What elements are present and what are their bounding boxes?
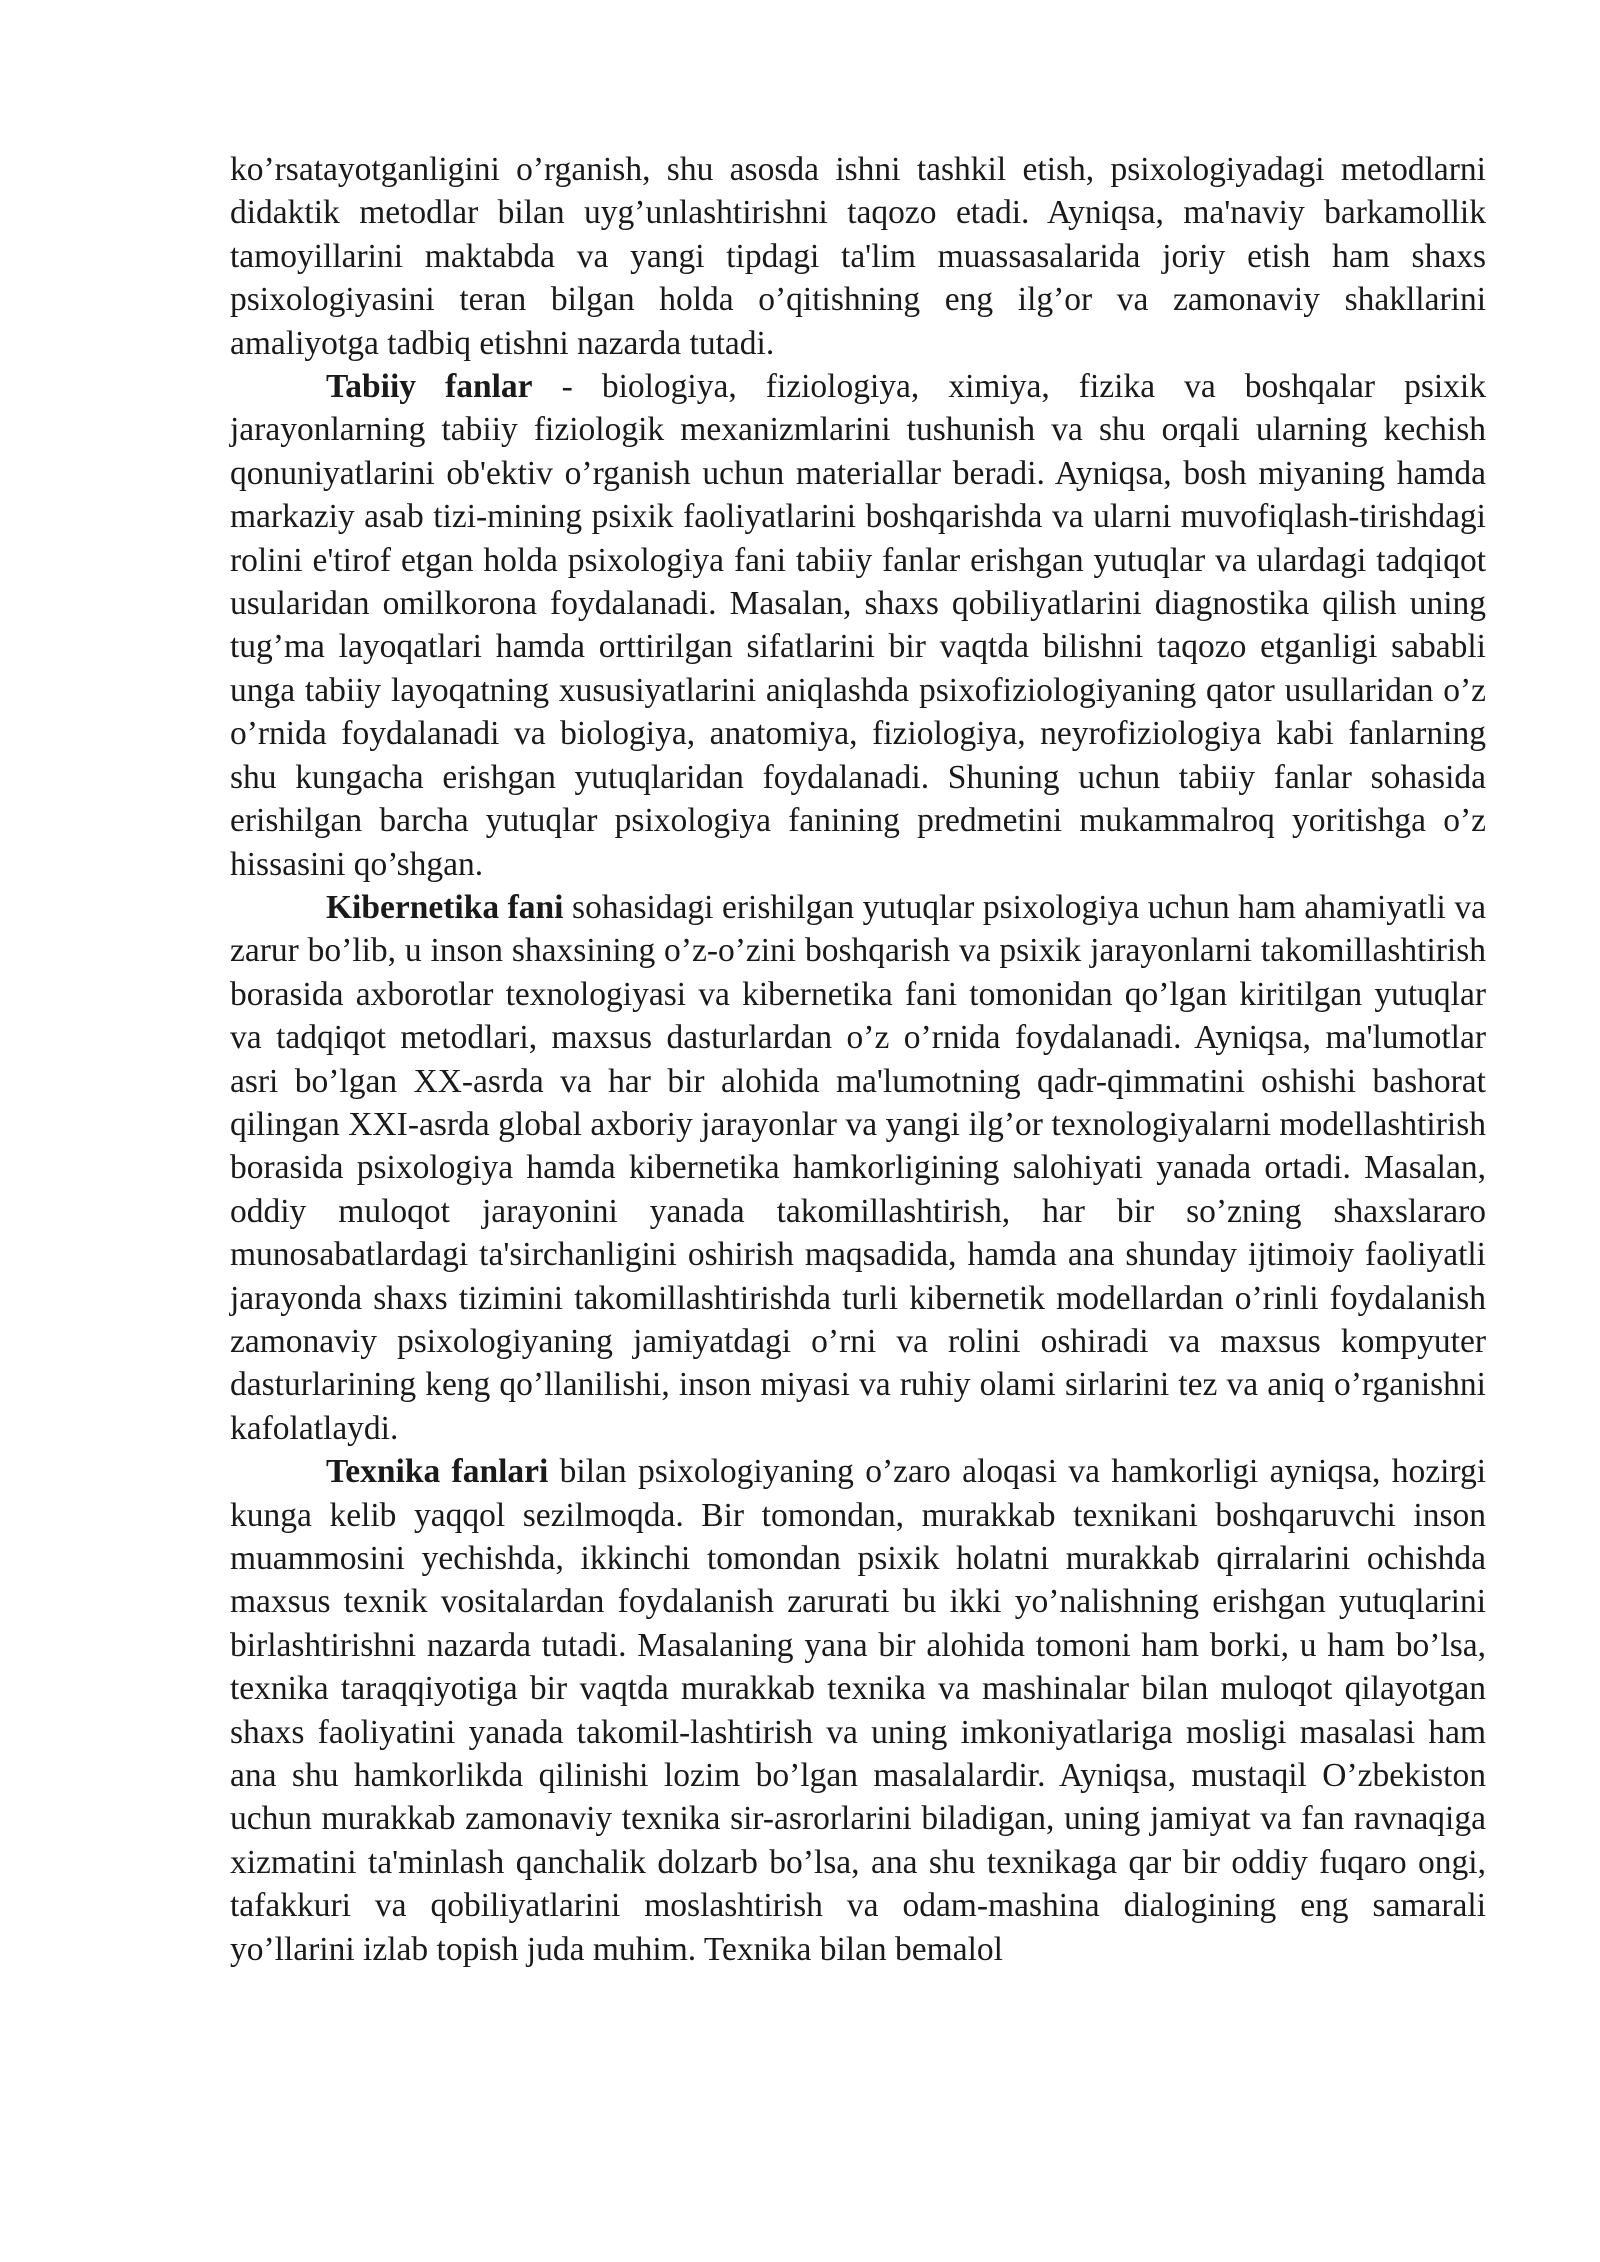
- paragraph-intro: [230, 148, 1486, 365]
- paragraph-term: Tabiiy fanlar: [326, 368, 533, 406]
- paragraph-text: ko’rsatayotganligini o’rganish, shu asosda ishni tashkil etish, psixologiyadagi metodlarni didaktik metodlar bilan uyg’unlashtirishni taqozo etadi. Ayniqsa, ma'naviy barkamollik tamoyillarini maktabda va yangi tipdagi ta'lim muassasalarida joriy etish ham shaxs psixologiyasini teran bilgan holda o’qitishning eng ilg’or va zamonaviy shakllarini amaliyotga tadbiq etishni nazarda tutadi.: [230, 151, 1486, 362]
- paragraph-texnika-fanlari: [230, 1450, 1486, 1971]
- paragraph-term: Texnika fanlari: [326, 1453, 549, 1491]
- document-page: [230, 148, 1486, 1971]
- paragraph-text: - biologiya, fiziologiya, ximiya, fizika va boshqalar psixik jarayonlarning tabiiy fiziologik mexanizmlarini tushunish va shu orqali ularning kechish qonuniyatlarini ob'ektiv o’rganish uchun materiallar beradi. Ayniqsa, bosh miyaning hamda markaziy asab tizi-mining psixik faoliyatlarini boshqarishda va ularni muvofiqlash-tirishdagi rolini e'tirof etgan holda psixologiya fani tabiiy fanlar erishgan yutuqlar va ulardagi tadqiqot usularidan omilkorona foydalanadi. Masalan, shaxs qobiliyatlarini diagnostika qilish uning tug’ma layoqatlari hamda orttirilgan sifatlarini bir vaqtda bilishni taqozo etganligi sababli unga tabiiy layoqatning xususiyatlarini aniqlashda psixofiziologiyaning qator usullaridan o’z o’rnida foydalanadi va biologiya, anatomiya, fiziologiya, neyrofiziologiya kabi fanlarning shu kungacha erishgan yutuqlaridan foydalanadi. Shuning uchun tabiiy fanlar sohasida erishilgan barcha yutuqlar psixologiya fanining predmetini mukammalroq yoritishga o’z hissasini qo’shgan.: [230, 368, 1486, 883]
- paragraph-kibernetika-fani: [230, 886, 1486, 1450]
- paragraph-text: bilan psixologiyaning o’zaro aloqasi va hamkorligi ayniqsa, hozirgi kunga kelib yaqqol sezilmoqda. Bir tomondan, murakkab texnikani boshqaruvchi inson muammosini yechishda, ikkinchi tomondan psixik holatni murakkab qirralarini ochishda maxsus texnik vositalardan foydalanish zarurati bu ikki yo’nalishning erishgan yutuqlarini birlashtirishni nazarda tutadi. Masalaning yana bir alohida tomoni ham borki, u ham bo’lsa, texnika taraqqiyotiga bir vaqtda murakkab texnika va mashinalar bilan muloqot qilayotgan shaxs faoliyatini yanada takomil-lashtirish va uning imkoniyatlariga mosligi masalasi ham ana shu hamkorlikda qilinishi lozim bo’lgan masalalardir. Ayniqsa, mustaqil O’zbekiston uchun murakkab zamonaviy texnika sir-asrorlarini biladigan, uning jamiyat va fan ravnaqiga xizmatini ta'minlash qanchalik dolzarb bo’lsa, ana shu texnikaga qar bir oddiy fuqaro ongi, tafakkuri va qobiliyatlarini moslashtirish va odam-mashina dialogining eng samarali yo’llarini izlab topish juda muhim. Texnika bilan bemalol: [230, 1453, 1486, 1968]
- paragraph-text: sohasidagi erishilgan yutuqlar psixologiya uchun ham ahamiyatli va zarur bo’lib, u inson shaxsining o’z-o’zini boshqarish va psixik jarayonlarni takomillashtirish borasida axborotlar texnologiyasi va kibernetika fani tomonidan qo’lgan kiritilgan yutuqlar va tadqiqot metodlari, maxsus dasturlardan o’z o’rnida foydalanadi. Ayniqsa, ma'lumotlar asri bo’lgan XX-asrda va har bir alohida ma'lumotning qadr-qimmatini oshishi bashorat qilingan XXI-asrda global axboriy jarayonlar va yangi ilg’or texnologiyalarni modellashtirish borasida psixologiya hamda kibernetika hamkorligining salohiyati yanada ortadi. Masalan, oddiy muloqot jarayonini yanada takomillashtirish, har bir so’zning shaxslararo munosabatlardagi ta'sirchanligini oshirish maqsadida, hamda ana shunday ijtimoiy faoliyatli jarayonda shaxs tizimini takomillashtirishda turli kibernetik modellardan o’rinli foydalanish zamonaviy psixologiyaning jamiyatdagi o’rni va rolini oshiradi va maxsus kompyuter dasturlarining keng qo’llanilishi, inson miyasi va ruhiy olami sirlarini tez va aniq o’rganishni kafolatlaydi.: [230, 888, 1486, 1447]
- paragraph-tabiiy-fanlar: [230, 365, 1486, 886]
- paragraph-term: Kibernetika fani: [326, 888, 564, 926]
